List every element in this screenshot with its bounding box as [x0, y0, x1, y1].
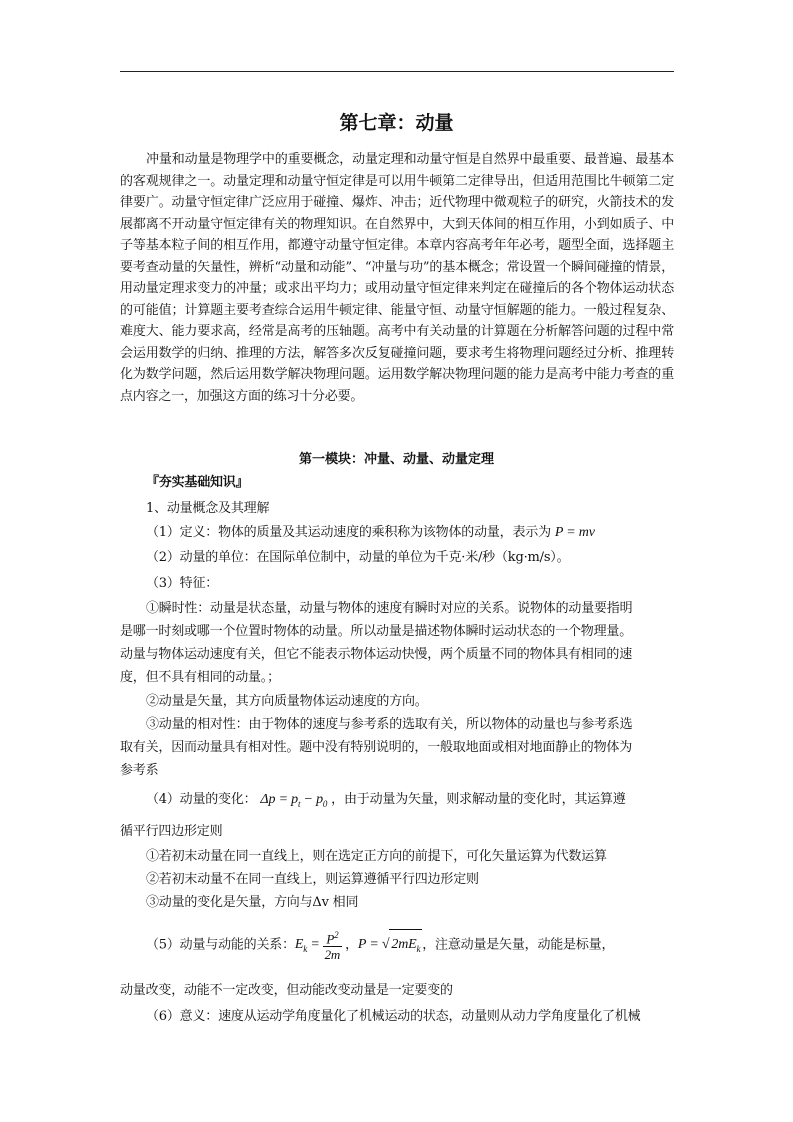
module-title: 第一模块：冲量、动量、动量定理	[298, 452, 494, 467]
relation-text-b: ，注意动量是矢量，动能是标量，	[422, 937, 615, 953]
change-line-2: 循平行四边形定则	[120, 824, 223, 839]
energy-formula: $E_k$ = $\frac{P^2}{2m}$	[294, 930, 341, 963]
item-1-heading: 1、动量概念及其理解	[146, 501, 270, 516]
change-line	[146, 788, 706, 809]
instant-line-2: 是哪一时刻或哪一个位置时物体的动量。所以动量是描述物体瞬时运动状态的一个物理量。	[120, 624, 633, 639]
instant-line-4: 度，但不具有相同的动量。；	[120, 670, 280, 685]
definition-text: （1）定义：物体的质量及其运动速度的乘积称为该物体的动量，表示为	[146, 525, 551, 540]
momentum-formula: P = mv	[554, 525, 595, 540]
change-text-b: ，由于动量为矢量，则求解动量的变化时，其运算遵	[331, 792, 626, 807]
relation-line: （5）动量与动能的关系：$E_k$ = $\frac{P^2}{2m}$ ，P = √ $2mE_k$ ，注意动量是矢量，动能是标量，	[146, 930, 615, 963]
change-formula: $\Delta p = p_t - p_0$	[260, 792, 328, 809]
change-text-a: （4）动量的变化：	[146, 792, 257, 807]
intro-paragraph: 冲量和动量是物理学中的重要概念，动量定理和动量守恒是自然界中最重要、最普遍、最基本的客观规律之一。动量定理和动量守恒定律是可以用牛顿第二定律导出，但适用范围比牛顿第二定律要广。动量守恒定律广泛应用于碰撞、爆炸、冲击；近代物理中微观粒子的研究，火箭技术的发展都离不开动量守恒定律有关的物理知识。在自然界中，大到天体间的相互作用，小到如质子、中子等基本粒子间的相互作用，都遵守动量守恒定律。本章内容高考年年必考，题型全面，选择题主要考查动量的矢量性，辨析“动量和动能”、“冲量与功”的基本概念；常设置一个瞬间碰撞的情景，用动量定理求变力的冲量；或求出平均力；或用动量守恒定律来判定在碰撞后的各个物体运动状态的可能值；计算题主要考查综合运用牛顿定律、能量守恒、动量守恒解题的能力。一般过程复杂、难度大、能力要求高，经常是高考的压轴题。高考中有关动量的计算题在分析解答问题的过程中常会运用数学的归纳、推理的方法，解答多次反复碰撞问题，要求考生将物理问题经过分析、推理转化为数学问题，然后运用数学解决物理问题。运用数学解决物理问题的能力是高考中能力考查的重点内容之一，加强这方面的练习十分必要。	[120, 152, 674, 404]
change-rule-1: ①若初末动量在同一直线上，则在选定正方向的前提下，可化矢量运算为代数运算	[146, 849, 607, 864]
relativity-line-1: ③动量的相对性：由于物体的速度与参考系的选取有关，所以物体的动量也与参考系选	[146, 717, 633, 732]
relation-line-2: 动量改变，动能不一定改变，但动能改变动量是一定要变的	[120, 983, 453, 998]
section-tag: 『夯实基础知识』	[146, 475, 249, 490]
instant-line-1: ①瞬时性：动量是状态量，动量与物体的速度有瞬时对应的关系。说物体的动量要指明	[146, 601, 633, 616]
definition-line	[146, 521, 706, 541]
momentum-from-energy-formula: P = √ $2mE_k$	[358, 937, 422, 952]
unit-line: （2）动量的单位：在国际单位制中，动量的单位为千克·米/秒（kg·m/s）。	[146, 550, 570, 565]
relativity-line-3: 参考系	[120, 763, 159, 778]
feature-heading: （3）特征：	[146, 576, 219, 591]
chapter-title: 第七章：动量	[339, 112, 454, 134]
meaning-line: （6）意义：速度从运动学角度量化了机械运动的状态，动量则从动力学角度量化了机械	[146, 1009, 641, 1024]
change-rule-2: ②若初末动量不在同一直线上，则运算遵循平行四边形定则	[146, 872, 479, 887]
relation-text-a: （5）动量与动能的关系：	[146, 937, 295, 953]
vector-line: ②动量是矢量，其方向质量物体运动速度的方向。	[146, 694, 428, 709]
change-rule-3: ③动量的变化是矢量，方向与Δv 相同	[146, 895, 359, 910]
instant-line-3: 动量与物体运动速度有关，但它不能表示物体运动快慢，两个质量不同的物体具有相同的速	[120, 647, 633, 662]
relativity-line-2: 取有关，因而动量具有相对性。题中没有特别说明的，一般取地面或相对地面静止的物体为	[120, 740, 633, 755]
header-rule	[120, 71, 674, 72]
